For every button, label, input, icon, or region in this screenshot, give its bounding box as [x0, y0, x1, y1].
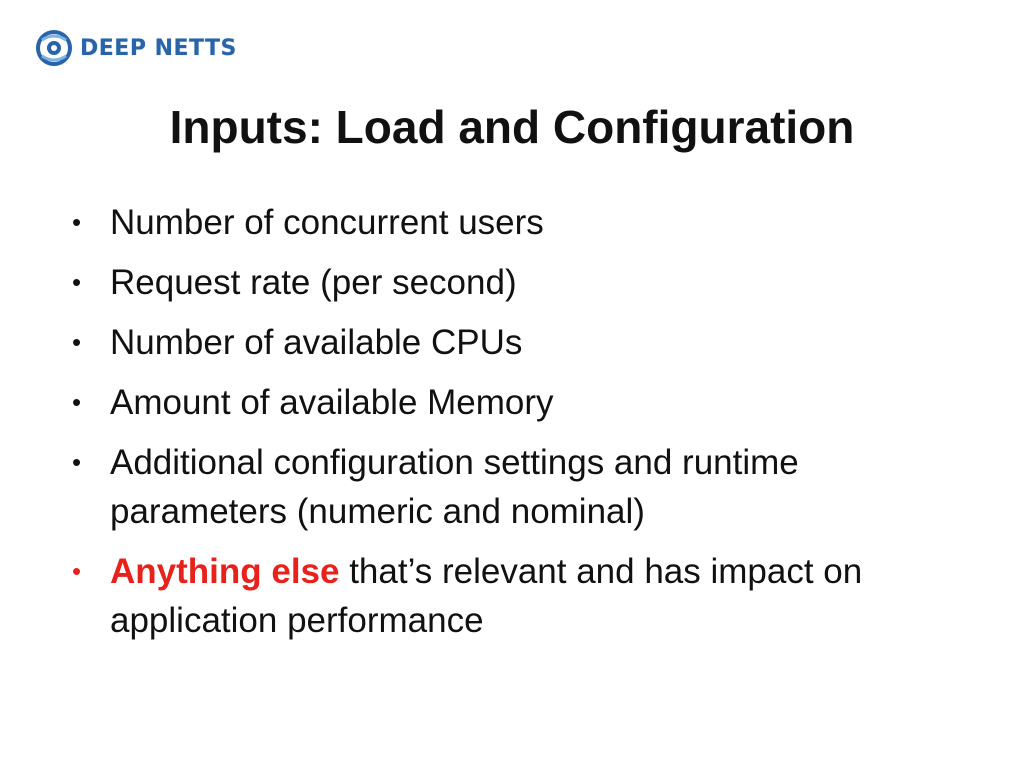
bullet-icon: •	[72, 207, 82, 237]
bullet-icon: •	[72, 556, 82, 586]
bullet-icon: •	[72, 447, 82, 477]
bullet-text: Number of concurrent users	[110, 203, 544, 242]
bullet-list	[72, 198, 972, 656]
bullet-text: Number of available CPUs	[110, 323, 523, 362]
bullet-rest-text: that’s relevant and has impact on application performance	[110, 552, 863, 640]
bullet-item-highlight	[72, 547, 972, 645]
bullet-icon: •	[72, 387, 82, 417]
logo	[34, 26, 237, 70]
emphasis-text: Anything else	[110, 552, 340, 591]
slide-title: Inputs: Load and Configuration	[169, 101, 855, 153]
deep-netts-logo-icon	[34, 28, 74, 68]
bullet-icon: •	[72, 327, 82, 357]
logo-text: DEEP NETTS	[80, 35, 237, 61]
bullet-text	[110, 547, 972, 645]
bullet-item	[72, 438, 972, 536]
bullet-item	[72, 318, 972, 367]
bullet-text: Request rate (per second)	[110, 263, 517, 302]
bullet-item	[72, 198, 972, 247]
bullet-text: Additional configuration settings and runtime parameters (numeric and nominal)	[110, 443, 799, 531]
bullet-item	[72, 258, 972, 307]
bullet-icon: •	[72, 267, 82, 297]
bullet-text: Amount of available Memory	[110, 383, 554, 422]
bullet-item	[72, 378, 972, 427]
